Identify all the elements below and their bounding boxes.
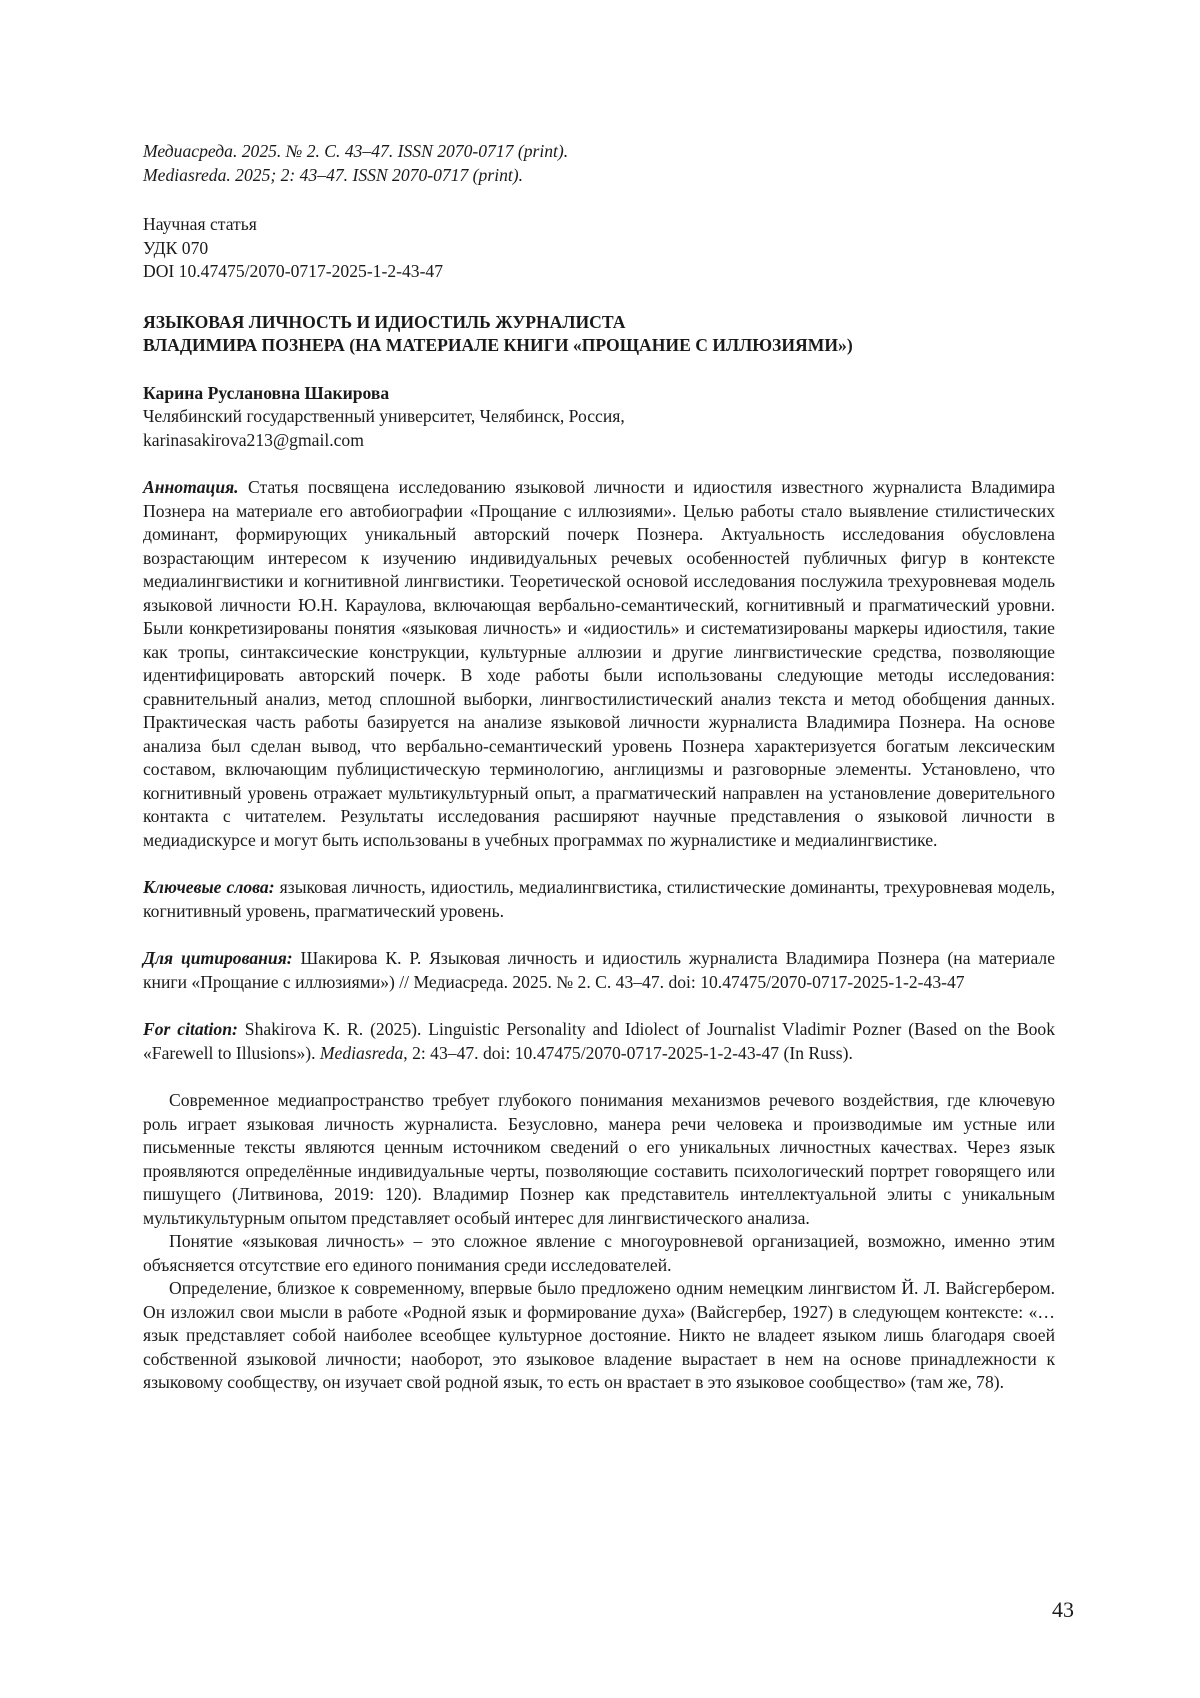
citation-en-text-before: Shakirova K. R. (2025). Linguistic Personality and Idiolect of Journalist Vladimir Pozner (Based on the Book «Farewell to Illusions»). bbox=[143, 1019, 1055, 1063]
author-affiliation: Челябинский государственный университет, Челябинск, Россия, bbox=[143, 406, 625, 426]
citation-ru-label: Для цитирования: bbox=[143, 948, 293, 968]
udc-code: УДК 070 bbox=[143, 237, 209, 258]
keywords-text: языковая личность, идиостиль, медиалингвистика, стилистические доминанты, трехуровневая модель, когнитивный уровень, прагматический уровень. bbox=[143, 877, 1055, 921]
citation-en-label: For citation: bbox=[143, 1019, 238, 1039]
article-meta bbox=[143, 213, 1055, 284]
citation-ru-text: Шакирова К. Р. Языковая личность и идиостиль журналиста Владимира Познера (на материале книги «Прощание с иллюзиями») // Медиасреда. 2025. № 2. С. 43–47. doi: 10.47475/2070-0717-2025-1-2-43-47 bbox=[143, 948, 1056, 992]
doi: DOI 10.47475/2070-0717-2025-1-2-43-47 bbox=[143, 261, 444, 281]
journal-header bbox=[143, 140, 1055, 187]
title-line-2: ВЛАДИМИРА ПОЗНЕРА (НА МАТЕРИАЛЕ КНИГИ «ПРОЩАНИЕ С ИЛЛЮЗИЯМИ») bbox=[143, 335, 853, 355]
body-paragraph-1: Современное медиапространство требует глубокого понимания механизмов речевого воздействия, где ключевую роль играет языковая личность журналиста. Безусловно, манера речи человека и производимые им устные или письменные тексты являются ценным источником сведений о его уникальных личностных качествах. Через язык проявляются определённые индивидуальные черты, позволяющие составить психологический портрет говорящего или пишущего (Литвинова, 2019: 120). Владимир Познер как представитель интеллектуальной элиты с уникальным мультикультурным опытом представляет особый интерес для лингвистического анализа. bbox=[143, 1090, 1055, 1228]
page-number: 43 bbox=[1052, 1597, 1074, 1622]
title-line-1: ЯЗЫКОВАЯ ЛИЧНОСТЬ И ИДИОСТИЛЬ ЖУРНАЛИСТА bbox=[143, 311, 626, 332]
keywords bbox=[143, 876, 1055, 923]
article-title bbox=[143, 311, 1055, 358]
author-email: karinasakirova213@gmail.com bbox=[143, 429, 364, 450]
author-name: Карина Руслановна Шакирова bbox=[143, 382, 390, 403]
abstract bbox=[143, 476, 1055, 852]
body-paragraph-2: Понятие «языковая личность» – это сложное явление с многоуровневой организацией, возможно, именно этим объясняется отсутствие его единого понимания среди исследователей. bbox=[143, 1231, 1055, 1275]
citation-en-text-after: , 2: 43–47. doi: 10.47475/2070-0717-2025-1-2-43-47 (In Russ). bbox=[403, 1042, 853, 1063]
author-block bbox=[143, 382, 1055, 453]
article-type: Научная статья bbox=[143, 214, 257, 234]
journal-line-en: Mediasreda. 2025; 2: 43–47. ISSN 2070-0717 (print). bbox=[143, 164, 524, 185]
article-page bbox=[143, 140, 1055, 1395]
citation-en-journal: Mediasreda bbox=[319, 1042, 404, 1063]
citation-en bbox=[143, 1018, 1055, 1065]
article-body bbox=[143, 1089, 1055, 1395]
keywords-label: Ключевые слова: bbox=[143, 877, 275, 897]
journal-line-ru: Медиасреда. 2025. № 2. С. 43–47. ISSN 2070-0717 (print). bbox=[143, 141, 569, 161]
abstract-text: Статья посвящена исследованию языковой личности и идиостиля известного журналиста Владимира Познера на материале его автобиографии «Прощание с иллюзиями». Целью работы стало выявление стилистических доминант, формирующих уникальный авторский почерк Познера. Актуальность исследования обусловлена возрастающим интересом к изучению индивидуальных речевых особенностей публичных фигур в контексте медиалингвистики и когнитивной лингвистики. Теоретической основой исследования послужила трехуровневая модель языковой личности Ю.Н. Караулова, включающая вербально-семантический, когнитивный и прагматический уровни. Были конкретизированы понятия «языковая личность» и «идиостиль» и систематизированы маркеры идиостиля, такие как тропы, синтаксические конструкции, культурные аллюзии и другие лингвистические средства, позволяющие идентифицировать авторский почерк. В ходе работы были использованы следующие методы исследования: сравнительный анализ, метод сплошной выборки, лингвостилистический анализ текста и метод обобщения данных. Практическая часть работы базируется на анализе языковой личности журналиста Владимира Познера. На основе анализа был сделан вывод, что вербально-семантический уровень Познера характеризуется богатым лексическим составом, включающим публицистическую терминологию, англицизмы и разговорные элементы. Установлено, что когнитивный уровень отражает мультикультурный опыт, а прагматический направлен на установление доверительного контакта с читателем. Результаты исследования расширяют научные представления о языковой личности в медиадискурсе и могут быть использованы в учебных программах по журналистике и медиалингвистике. bbox=[143, 477, 1055, 850]
body-paragraph-3: Определение, близкое к современному, впервые было предложено одним немецким лингвистом Й. Л. Вайсгербером. Он изложил свои мысли в работе «Родной язык и формирование духа» (Вайсгербер, 1927) в следующем контексте: «…язык представляет собой наиболее всеобщее культурное достояние. Никто не владеет языком лишь благодаря своей собственной языковой личности; наоборот, это языковое владение вырастает в нем на основе принадлежности к языковому сообществу, он изучает свой родной язык, то есть он врастает в это языковое сообщество» (там же, 78). bbox=[143, 1278, 1055, 1392]
citation-ru bbox=[143, 947, 1055, 994]
abstract-label: Аннотация. bbox=[143, 477, 239, 497]
